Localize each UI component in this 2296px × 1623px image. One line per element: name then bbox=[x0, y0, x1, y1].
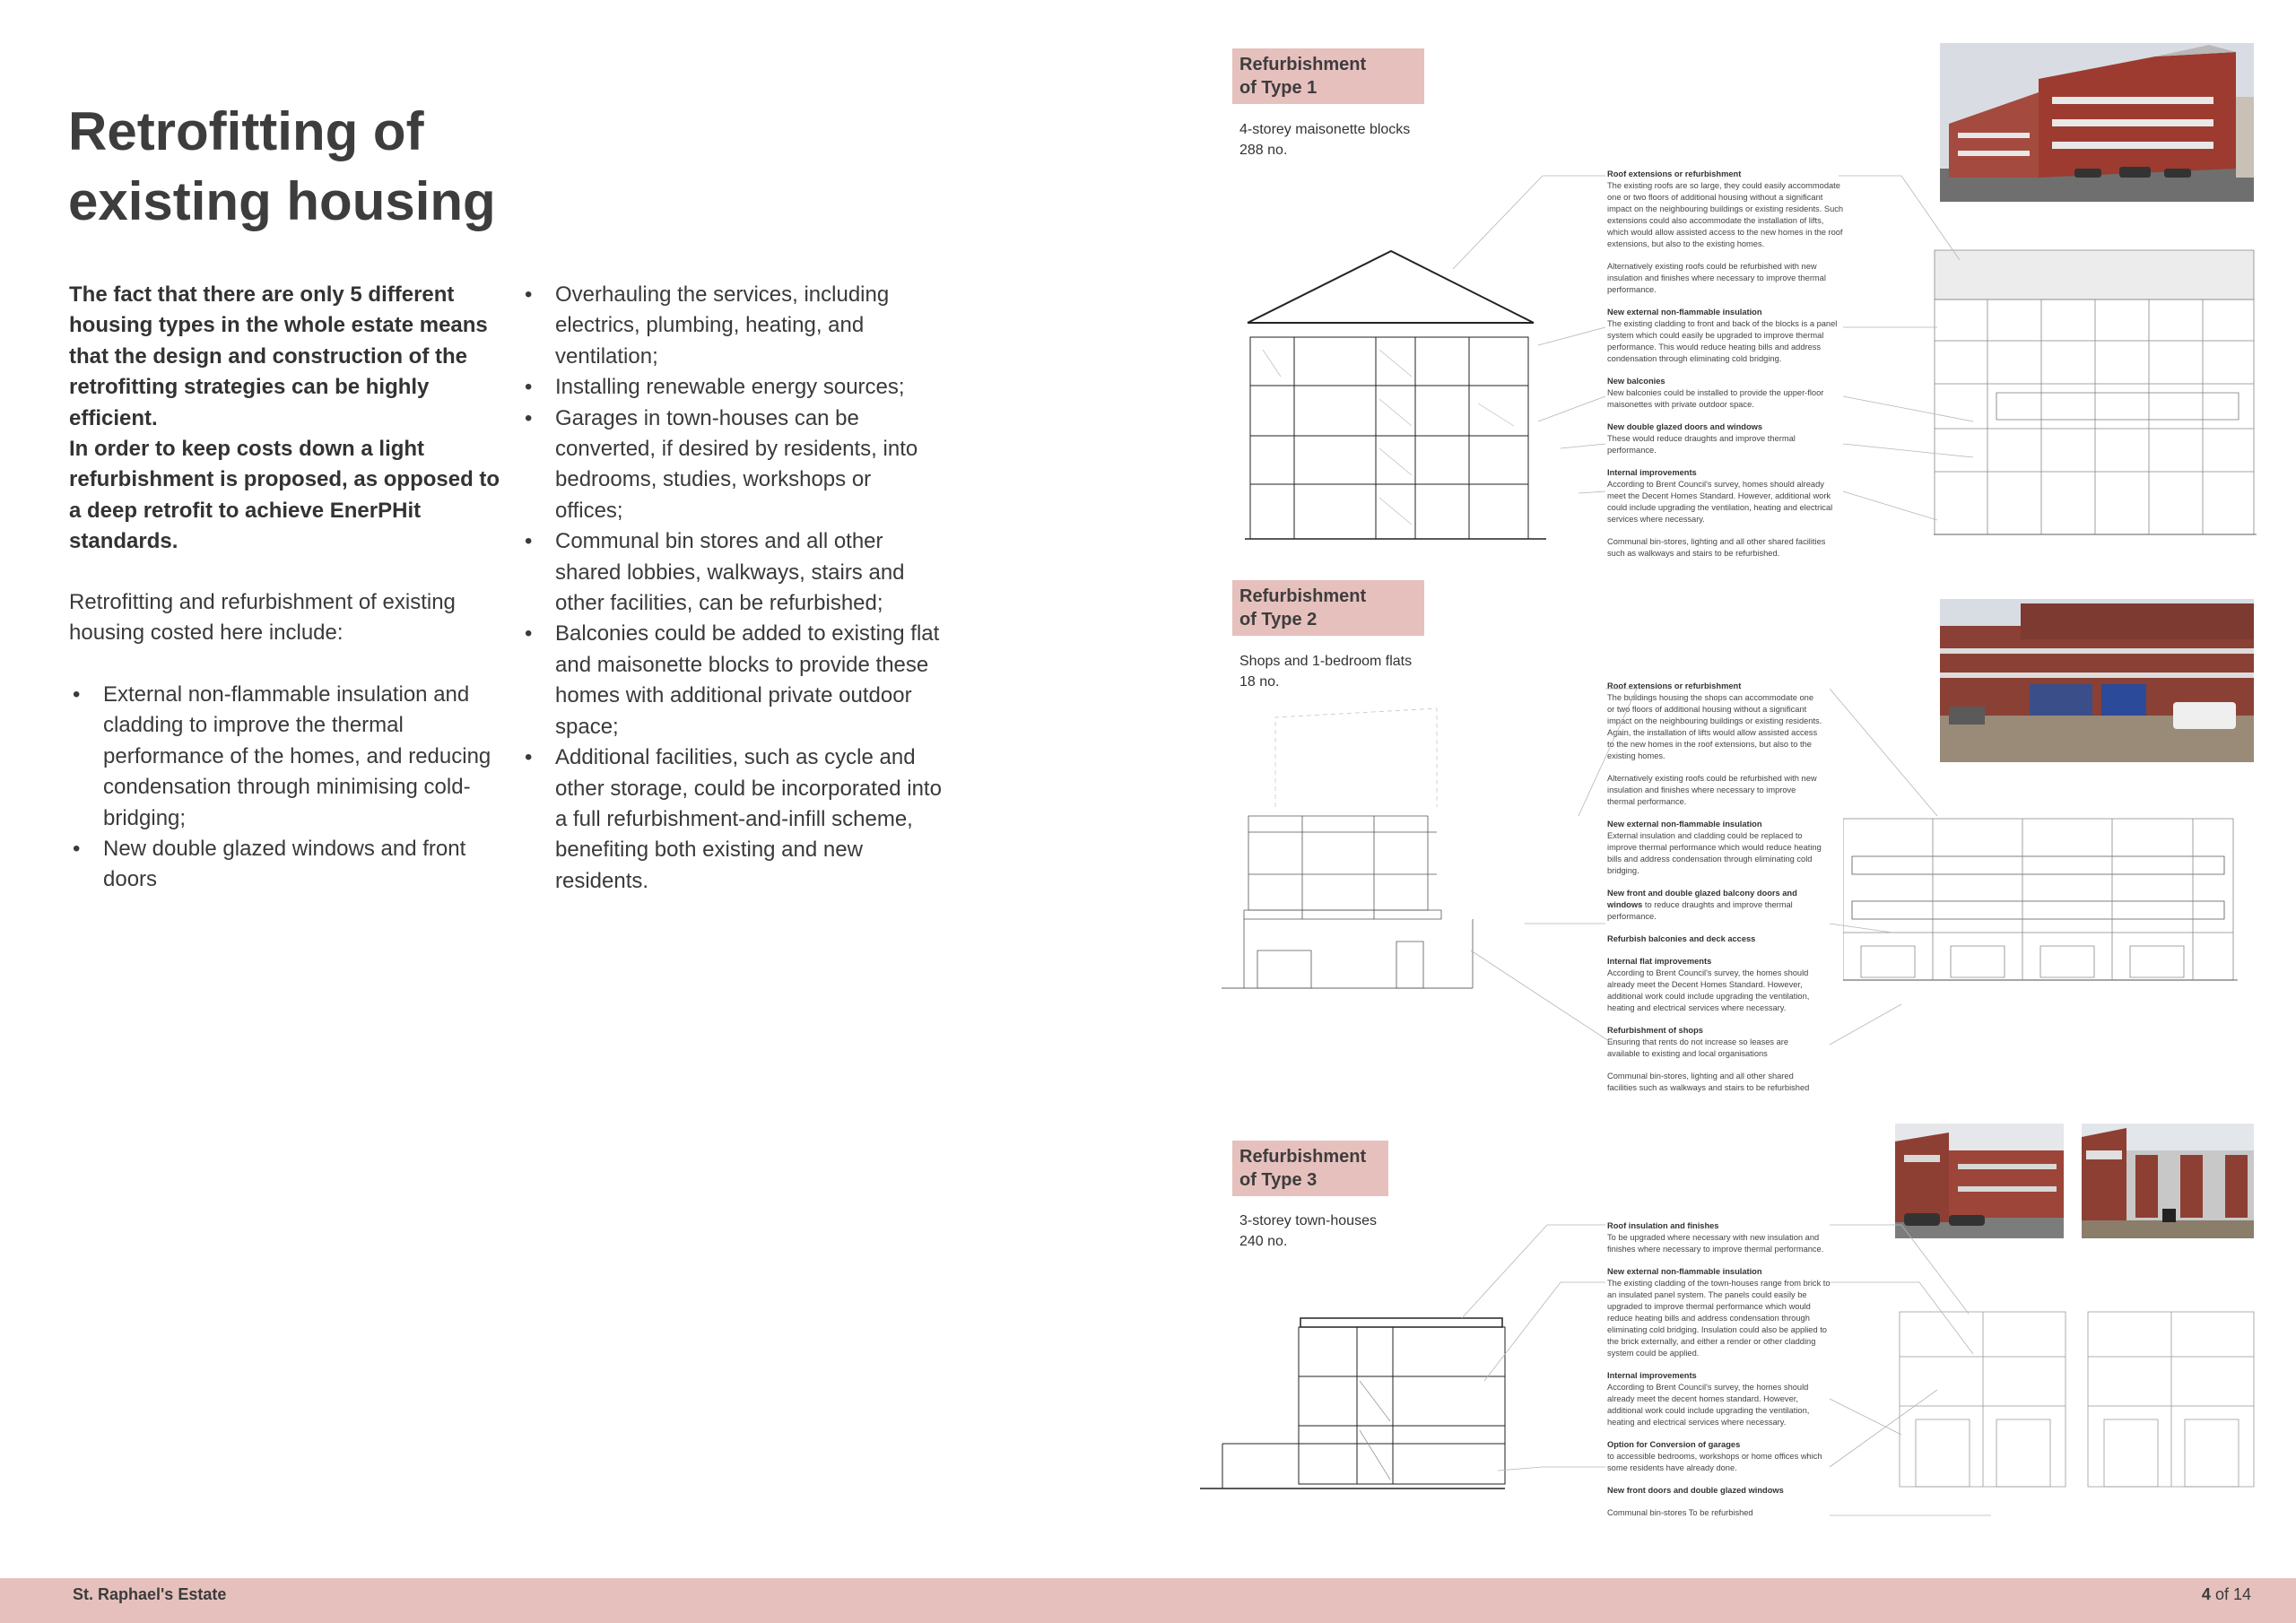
note: New external non-flammable insulation The existing cladding to front and back of the blocks is a panel system which could easily be upgraded to improve thermal performance. This would reduce heating bills and address condensation through eliminating cold bridging. bbox=[1607, 308, 1838, 363]
type3-building-type: 3-storey town-houses bbox=[1239, 1213, 1377, 1228]
note: Alternatively existing roofs could be refurbished with new insulation and finishes where necessary to improve thermal performance. bbox=[1607, 262, 1826, 294]
type2-subtitle bbox=[1239, 651, 1412, 692]
note: Internal improvements According to Brent Council's survey, the homes should already meet the decent homes standard. However, additional work could include upgrading the ventilation, heating and electrical services where necessary. bbox=[1607, 1371, 1810, 1427]
note: New balconies New balconies could be installed to provide the upper-floor maisonettes with private outdoor space. bbox=[1607, 377, 1824, 409]
list-item: • External non-flammable insulation and cladding to improve the thermal performance of the homes, and reducing condensation through minimising cold-bridging; bbox=[69, 680, 509, 834]
list-item: • Balconies could be added to existing flat and maisonette blocks to provide these homes with additional private outdoor space; bbox=[521, 619, 943, 742]
note: Internal improvements According to Brent Council's survey, homes should already meet the Decent Homes Standard. However, additional work could include upgrading the ventilation, heating and electrical services where necessary. bbox=[1607, 468, 1833, 524]
page-title bbox=[68, 97, 696, 237]
note: Roof extensions or refurbishment The buildings housing the shops can accommodate one or two floors of additional housing without a significant impact on the neighbouring buildings or existing residents. Again, the installation of lifts would allow assisted access to the new homes in the roof extensions, but also to the existing homes. bbox=[1607, 681, 1822, 760]
footer-bar bbox=[0, 1578, 2296, 1623]
list-item: • Garages in town-houses can be converted, if desired by residents, into bedrooms, studies, workshops or offices; bbox=[521, 404, 943, 527]
footer-estate-name: St. Raphael's Estate bbox=[73, 1585, 227, 1603]
type3-count: 240 no. bbox=[1239, 1234, 1288, 1249]
list-item: • Overhauling the services, including electrics, plumbing, heating, and ventilation; bbox=[521, 280, 943, 372]
type3-tag-line2: of Type 3 bbox=[1239, 1170, 1318, 1190]
annotation-leader-lines bbox=[1435, 161, 1991, 1560]
type1-tag-line1: Refurbishment bbox=[1239, 55, 1367, 74]
bullet-list-right bbox=[521, 280, 943, 897]
type2-tag-line1: Refurbishment bbox=[1239, 586, 1367, 606]
list-item: • Additional facilities, such as cycle and other storage, could be incorporated into a full refurbishment-and-infill scheme, benefiting both existing and new residents. bbox=[521, 742, 943, 897]
note: Internal flat improvements According to Brent Council's survey, the homes should already meet the Decent Homes Standard. However, additional work could include upgrading the ventilation, heating and electrical services where necessary. bbox=[1607, 957, 1810, 1012]
type3-tag-line1: Refurbishment bbox=[1239, 1147, 1367, 1167]
type2-building-type: Shops and 1-bedroom flats bbox=[1239, 654, 1413, 669]
type1-count: 288 no. bbox=[1239, 143, 1288, 158]
title-line-1: Retrofitting of bbox=[68, 101, 424, 161]
page-indicator bbox=[2202, 1585, 2251, 1604]
type2-count: 18 no. bbox=[1239, 674, 1280, 690]
bullet-list-left bbox=[69, 680, 509, 896]
title-line-2: existing housing bbox=[68, 171, 496, 231]
note: Roof insulation and finishes To be upgraded where necessary with new insulation and finishes where necessary to improve thermal performance. bbox=[1607, 1221, 1824, 1254]
note: Refurbishment of shops Ensuring that rents do not increase so leases are available to existing and local organisations bbox=[1607, 1026, 1789, 1058]
type1-building-type: 4-storey maisonette blocks bbox=[1239, 122, 1411, 137]
list-item: • Communal bin stores and all other shared lobbies, walkways, stairs and other facilities, can be refurbished; bbox=[521, 526, 943, 619]
note: Communal bin-stores, lighting and all other shared facilities such as walkways and stairs to be refurbished. bbox=[1607, 537, 1826, 558]
note: Roof extensions or refurbishment The existing roofs are so large, they could easily accommodate one or two floors of additional housing without a significant impact on the neighbouring buildings or existing residents. Such extensions could also accommodate the installation of lifts, which would allow assisted access to the new homes in the roof extensions, but also to the existing homes. bbox=[1607, 169, 1844, 248]
type1-subtitle bbox=[1239, 119, 1410, 161]
intro-paragraph-2: In order to keep costs down a light refurbishment is proposed, as opposed to a deep retrofit to achieve EnerPHit standards. bbox=[69, 437, 500, 554]
type2-tag-line2: of Type 2 bbox=[1239, 610, 1318, 629]
note: New double glazed doors and windows These would reduce draughts and improve thermal performance. bbox=[1607, 422, 1796, 455]
type3-photo-2 bbox=[2082, 1124, 2254, 1238]
list-item: • New double glazed windows and front doors bbox=[69, 834, 509, 896]
note: Refurbish balconies and deck access bbox=[1607, 934, 1756, 943]
type1-tag-line2: of Type 1 bbox=[1239, 78, 1318, 98]
type3-subtitle bbox=[1239, 1211, 1377, 1252]
intro-text bbox=[69, 280, 509, 558]
note: Communal bin-stores To be refurbished bbox=[1607, 1508, 1753, 1517]
page-number: 4 bbox=[2201, 1585, 2211, 1603]
page-total: of 14 bbox=[2214, 1585, 2251, 1603]
note: New front and double glazed balcony doors and windows to reduce draughts and improve thermal performance. bbox=[1607, 889, 1797, 921]
type1-tag bbox=[1232, 48, 1424, 104]
note: Communal bin-stores, lighting and all other shared facilities such as walkways and stairs to be refurbished bbox=[1607, 1072, 1810, 1092]
note: Alternatively existing roofs could be refurbished with new insulation and finishes where necessary to improve thermal performance. bbox=[1607, 774, 1817, 806]
intro-paragraph-1: The fact that there are only 5 different housing types in the whole estate means that the design and construction of the retrofitting strategies can be highly efficient. bbox=[69, 282, 488, 430]
list-item: • Installing renewable energy sources; bbox=[521, 372, 943, 403]
note: New external non-flammable insulation The existing cladding of the town-houses range from brick to an insulated panel system. The panels could easily be upgraded to improve thermal performance which would reduce heating bills and address condensation through eliminating cold bridging. Insulation could also be applied to the brick externally, and either a render or other cladding system could be applied. bbox=[1607, 1267, 1831, 1358]
body-paragraph: Retrofitting and refurbishment of existing housing costed here include: bbox=[69, 590, 456, 646]
type3-tag bbox=[1232, 1141, 1388, 1196]
note: New front doors and double glazed windows bbox=[1607, 1486, 1784, 1495]
note: Option for Conversion of garages to accessible bedrooms, workshops or home offices which some residents have already done. bbox=[1607, 1440, 1822, 1472]
type2-tag bbox=[1232, 580, 1424, 636]
note: New external non-flammable insulation External insulation and cladding could be replaced to improve thermal performance which would reduce heating bills and address condensation through eliminating cold bridging. bbox=[1607, 820, 1822, 875]
